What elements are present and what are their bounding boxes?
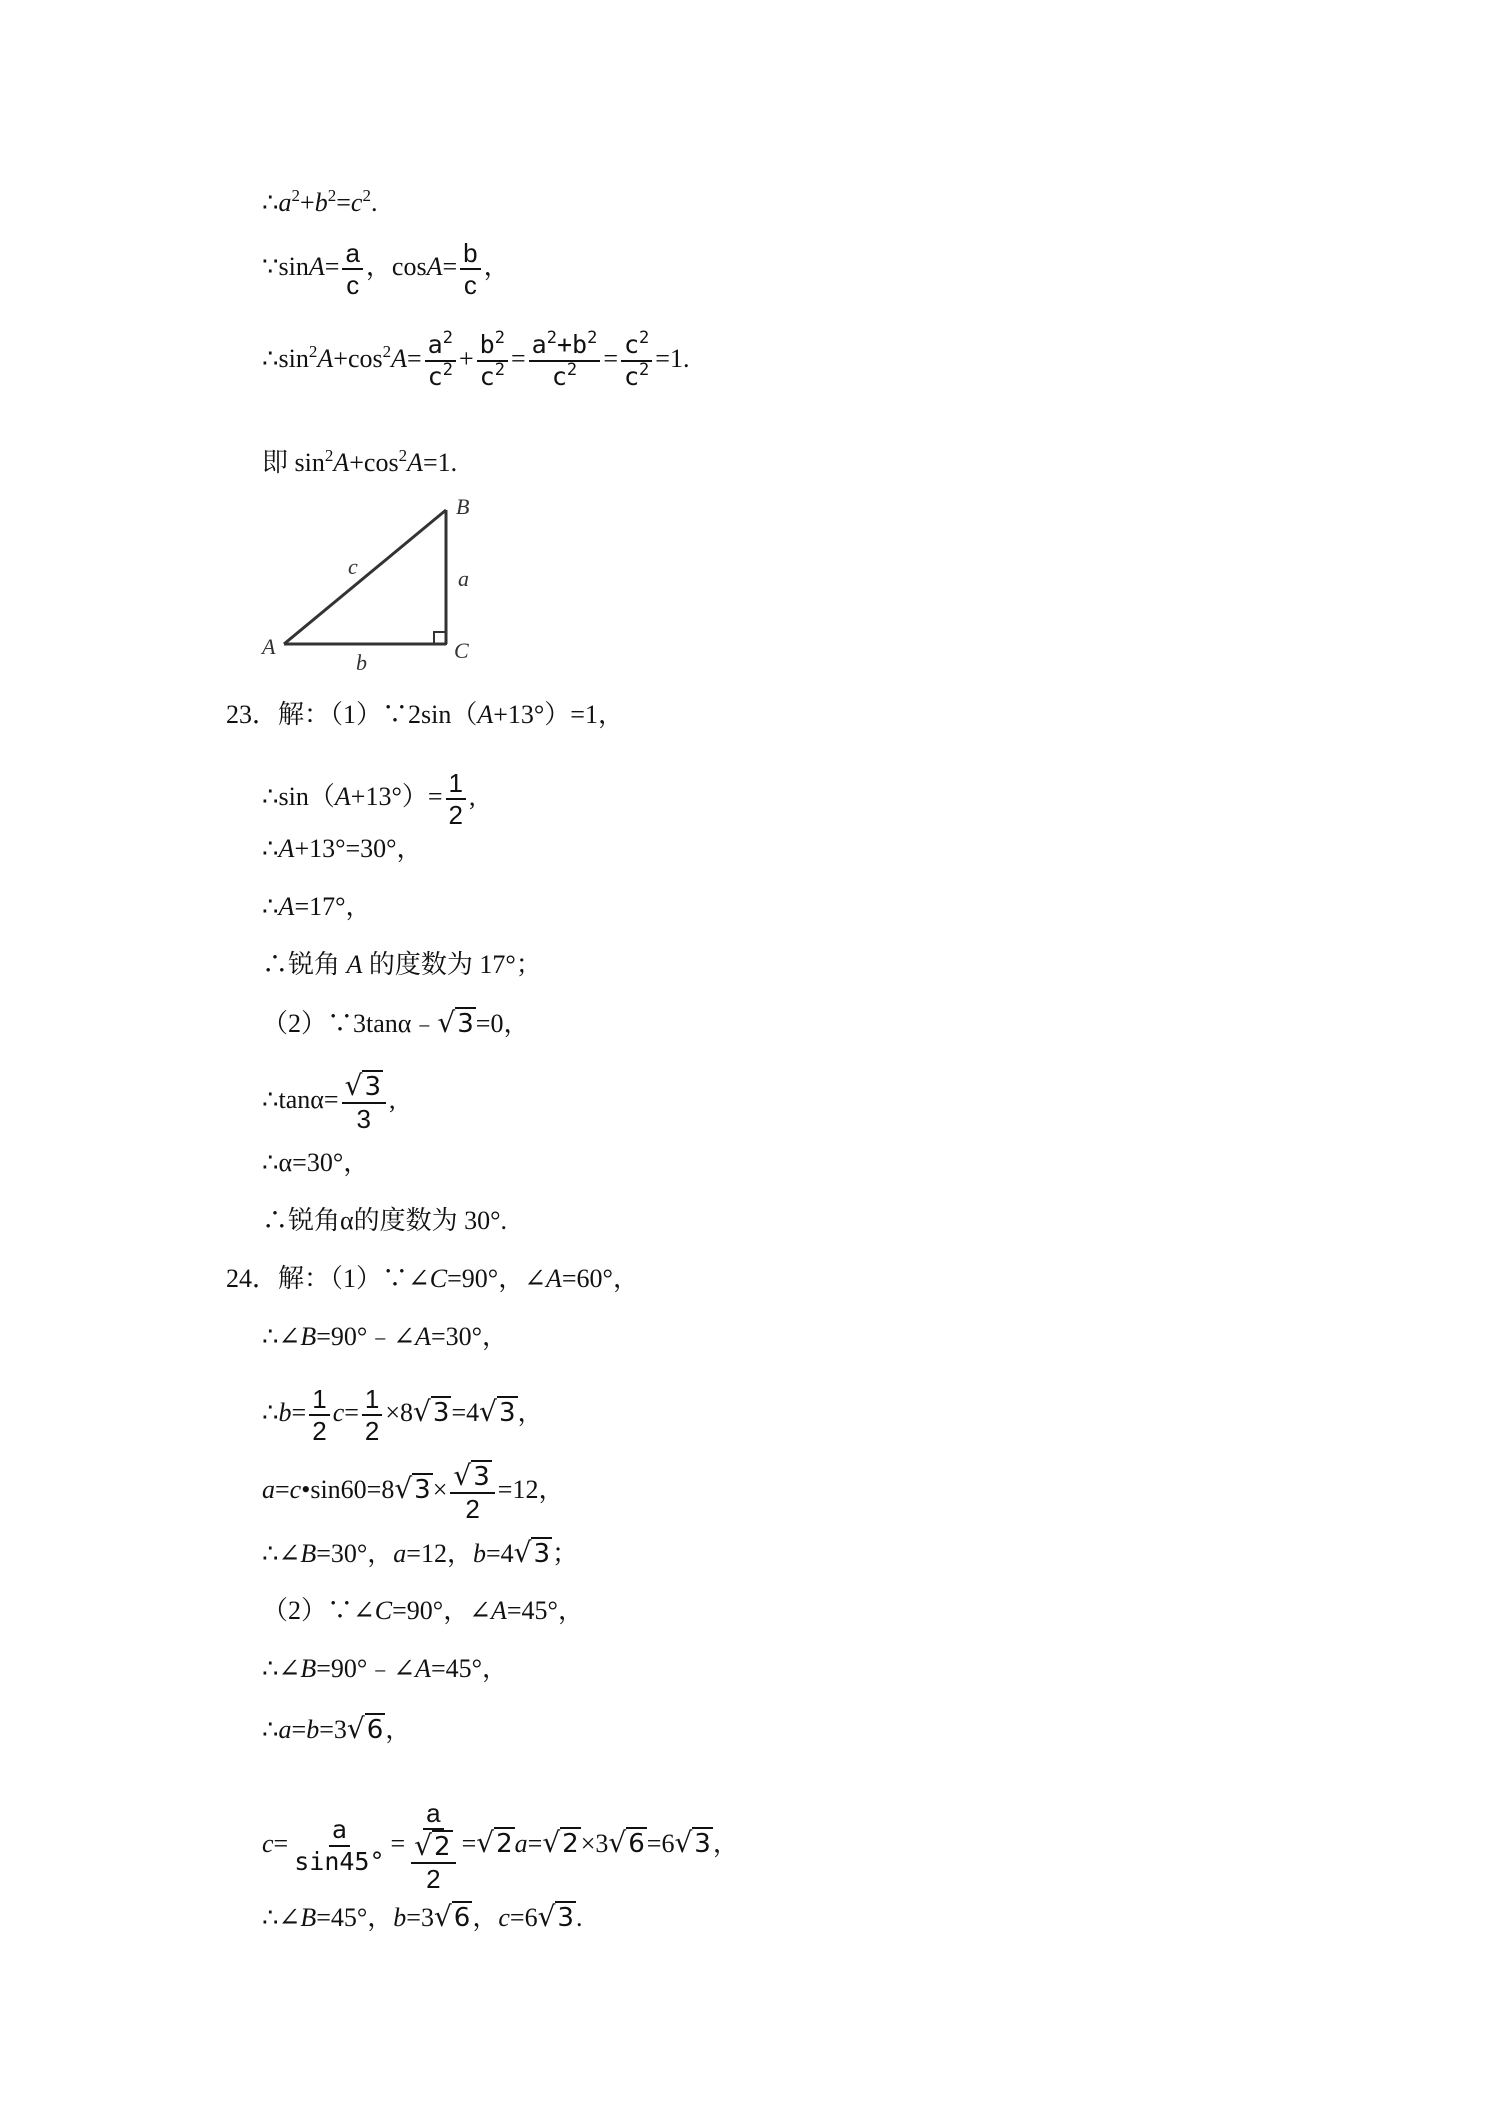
q23-line-8: ∴锐角α的度数为 30°. xyxy=(262,1206,508,1235)
right-angle-marker xyxy=(434,632,446,644)
q24-line-9: ∴∠B=45°，b=3√6，c=6√3. xyxy=(262,1900,583,1933)
side-c xyxy=(284,510,446,644)
q23-line-6: ∴tanα= $\frac{√3}{3}$ , xyxy=(262,1069,396,1134)
q24-line-6: ∴∠B=90°﹣∠A=45°， xyxy=(262,1654,509,1683)
vertex-label-a: A xyxy=(262,634,276,659)
side-label-a: a xyxy=(458,566,469,591)
vertex-label-b: B xyxy=(456,494,470,519)
q24-heading: 24．解：（1）∵∠C=90°，∠A=60°， xyxy=(226,1264,639,1293)
q23-line-7: ∴α=30°， xyxy=(262,1148,370,1177)
side-label-b: b xyxy=(356,650,367,674)
q24-line-2: ∴b= $\frac{1}{2}$ c= $\frac{1}{2}$ ×8√3=4√3， xyxy=(262,1384,544,1446)
side-label-c: c xyxy=(348,554,358,579)
line-4: 即 $\sin^2A+\cos^2A=1$. xyxy=(262,446,458,477)
vertex-label-c: C xyxy=(454,638,469,663)
q24-line-7: ∴a=b=3√6， xyxy=(262,1712,412,1745)
q23-line-3: ∴A=17°， xyxy=(262,892,372,921)
right-triangle-figure xyxy=(256,494,486,674)
q23-line-4: ∴锐角 A 的度数为 17°； xyxy=(262,950,542,979)
q24-line-4: ∴∠B=30°，a=12，b=4√3； xyxy=(262,1536,579,1569)
q24-line-5: （2）∵∠C=90°，∠A=45°， xyxy=(262,1596,584,1625)
q24-line-3: a=c•sin60=8√3× $\frac{√3}{2}$ =12， xyxy=(262,1459,565,1524)
q24-line-1: ∴∠B=90°﹣∠A=30°， xyxy=(262,1322,509,1351)
q23-line-5: （2）∵3tanα﹣√3=0， xyxy=(262,1006,530,1039)
line-2: ∵sinA= $\frac{a}{c}$ ，cosA= $\frac{b}{c}$ ， xyxy=(262,238,510,300)
q23-line-1: ∴sin（A+13°）= $\frac{1}{2}$ , xyxy=(262,768,476,830)
q24-line-8: c= $\frac{a}{\sin 45^\circ}$ = $\frac{a}{\frac{√2}{2}}$ =√2a=√2×3√6=6√3， xyxy=(262,1798,739,1894)
line-3: $\therefore\sin^2A+\cos^2A=$ $\frac{a^2}{c^2}$ + $\frac{b^2}{c^2}$ = $\frac{a^2+b^2}{c^2}$ = $\frac{c^2}{c^2}$ =1. xyxy=(262,328,690,391)
line-1: $\therefore a^2+b^2=c^2$. xyxy=(262,186,378,217)
q23-line-2: ∴A+13°=30°， xyxy=(262,834,423,863)
q23-heading: 23．解：（1）∵2sin（A+13°）=1， xyxy=(226,700,624,729)
